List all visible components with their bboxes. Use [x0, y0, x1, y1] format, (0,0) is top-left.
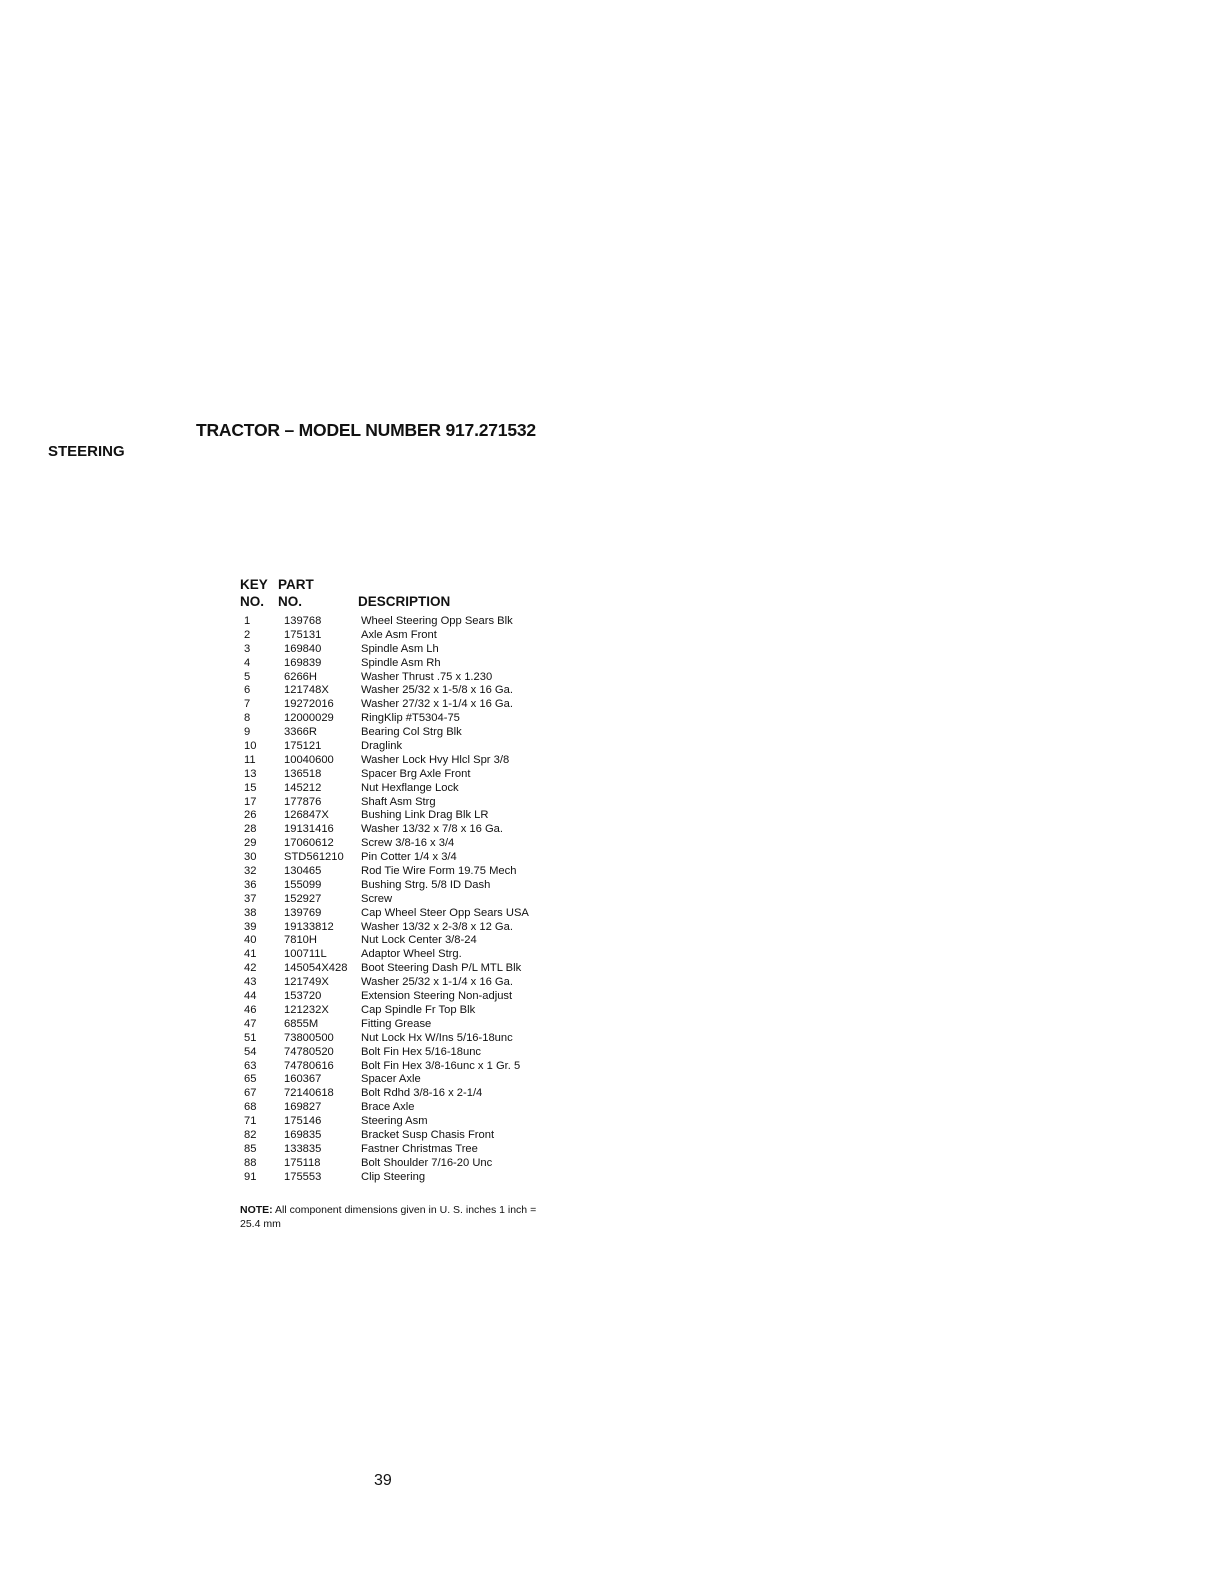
key-number-cell: 15 — [244, 781, 257, 794]
description-cell: Washer 13/32 x 2-3/8 x 12 Ga. — [361, 920, 513, 933]
parts-table-header — [240, 576, 570, 612]
part-number-cell: 100711L — [284, 948, 327, 961]
part-number-cell: 175121 — [284, 740, 322, 753]
table-row — [240, 712, 570, 726]
column-header-part-no: NO. — [278, 594, 303, 609]
description-cell: Nut Lock Hx W/Ins 5/16-18unc — [361, 1031, 513, 1044]
table-row — [240, 851, 570, 865]
key-number-cell: 65 — [244, 1073, 257, 1086]
table-row — [240, 865, 570, 879]
key-number-cell: 28 — [244, 823, 257, 836]
key-number-cell: 9 — [244, 726, 251, 739]
table-row — [240, 1115, 570, 1129]
key-number-cell: 46 — [244, 1003, 257, 1016]
part-number-cell: 19133812 — [284, 920, 334, 933]
key-number-cell: 32 — [244, 865, 257, 878]
table-row — [240, 976, 570, 990]
table-row — [240, 1087, 570, 1101]
key-number-cell: 44 — [244, 990, 257, 1003]
key-number-cell: 38 — [244, 906, 257, 919]
description-cell: Fitting Grease — [361, 1017, 432, 1030]
description-cell: Bearing Col Strg Blk — [361, 726, 462, 739]
key-number-cell: 47 — [244, 1017, 257, 1030]
part-number-cell: 145054X428 — [284, 962, 348, 975]
part-number-cell: STD561210 — [284, 851, 344, 864]
part-number-cell: 139768 — [284, 615, 322, 627]
part-number-cell: 155099 — [284, 878, 322, 891]
key-number-cell: 63 — [244, 1059, 257, 1072]
key-number-cell: 91 — [244, 1170, 257, 1183]
description-cell: Bolt Rdhd 3/8-16 x 2-1/4 — [361, 1087, 483, 1100]
description-cell: Bushing Link Drag Blk LR — [361, 809, 489, 822]
description-cell: Axle Asm Front — [361, 628, 437, 641]
key-number-cell: 13 — [244, 767, 257, 780]
description-cell: Boot Steering Dash P/L MTL Blk — [361, 962, 522, 975]
part-number-cell: 169827 — [284, 1101, 322, 1114]
description-cell: Spindle Asm Rh — [361, 656, 441, 669]
key-number-cell: 41 — [244, 948, 257, 961]
table-row — [240, 796, 570, 810]
table-row — [240, 1032, 570, 1046]
key-number-cell: 85 — [244, 1142, 257, 1155]
description-cell: Spacer Brg Axle Front — [361, 767, 471, 780]
key-number-cell: 71 — [244, 1115, 257, 1128]
table-row — [240, 1129, 570, 1143]
part-number-cell: 121232X — [284, 1003, 329, 1016]
part-number-cell: 145212 — [284, 781, 322, 794]
part-number-cell: 139769 — [284, 906, 322, 919]
dimension-note — [240, 1203, 540, 1231]
table-row — [240, 698, 570, 712]
section-heading: STEERING — [48, 443, 125, 460]
table-row — [240, 1171, 570, 1185]
key-number-cell: 7 — [244, 698, 251, 711]
description-cell: Screw 3/8-16 x 3/4 — [361, 837, 455, 850]
table-row — [240, 1101, 570, 1115]
key-number-cell: 3 — [244, 642, 251, 655]
page-title: TRACTOR – MODEL NUMBER 917.271532 — [196, 420, 536, 440]
table-row — [240, 879, 570, 893]
part-number-cell: 19272016 — [284, 698, 334, 711]
description-cell: Bracket Susp Chasis Front — [361, 1128, 495, 1141]
table-row — [240, 948, 570, 962]
description-cell: Spacer Axle — [361, 1073, 421, 1086]
part-number-cell: 169839 — [284, 656, 322, 669]
part-number-cell: 19131416 — [284, 823, 334, 836]
key-number-cell: 42 — [244, 962, 257, 975]
key-number-cell: 29 — [244, 837, 257, 850]
key-number-cell: 37 — [244, 892, 257, 905]
part-number-cell: 175146 — [284, 1115, 322, 1128]
table-row — [240, 643, 570, 657]
description-cell: RingKlip #T5304-75 — [361, 712, 460, 725]
key-number-cell: 4 — [244, 656, 251, 669]
part-number-cell: 160367 — [284, 1073, 322, 1086]
table-row — [240, 1143, 570, 1157]
description-cell: Rod Tie Wire Form 19.75 Mech — [361, 865, 517, 878]
key-number-cell: 36 — [244, 878, 257, 891]
key-number-cell: 54 — [244, 1045, 257, 1058]
description-cell: Bolt Fin Hex 3/8-16unc x 1 Gr. 5 — [361, 1059, 521, 1072]
page-number: 39 — [374, 1472, 392, 1489]
description-cell: Steering Asm — [361, 1115, 428, 1128]
description-cell: Washer 13/32 x 7/8 x 16 Ga. — [361, 823, 503, 836]
table-row — [240, 768, 570, 782]
description-cell: Cap Wheel Steer Opp Sears USA — [361, 906, 529, 919]
key-number-cell: 26 — [244, 809, 257, 822]
table-row — [240, 615, 570, 629]
description-cell: Bolt Shoulder 7/16-20 Unc — [361, 1156, 493, 1169]
note-text: All component dimensions given in U. S. inches 1 inch = 25.4 mm — [240, 1204, 537, 1230]
part-number-cell: 153720 — [284, 990, 322, 1003]
description-cell: Nut Lock Center 3/8-24 — [361, 934, 477, 947]
description-cell: Screw — [361, 892, 393, 905]
part-number-cell: 72140618 — [284, 1087, 334, 1100]
key-number-cell: 5 — [244, 670, 251, 683]
key-number-cell: 10 — [244, 740, 257, 753]
description-cell: Draglink — [361, 740, 403, 753]
table-row — [240, 1004, 570, 1018]
description-cell: Washer 25/32 x 1-1/4 x 16 Ga. — [361, 976, 513, 989]
key-number-cell: 11 — [244, 753, 256, 766]
description-cell: Washer Lock Hvy Hlcl Spr 3/8 — [361, 753, 510, 766]
part-number-cell: 169840 — [284, 642, 322, 655]
column-header-key: KEY — [240, 577, 268, 592]
key-number-cell: 6 — [244, 684, 251, 697]
description-cell: Bolt Fin Hex 5/16-18unc — [361, 1045, 482, 1058]
part-number-cell: 74780616 — [284, 1059, 334, 1072]
table-row — [240, 934, 570, 948]
key-number-cell: 40 — [244, 934, 257, 947]
column-header-part: PART — [278, 577, 314, 592]
part-number-cell: 6855M — [284, 1017, 319, 1030]
part-number-cell: 177876 — [284, 795, 322, 808]
part-number-cell: 121748X — [284, 684, 329, 697]
key-number-cell: 67 — [244, 1087, 257, 1100]
part-number-cell: 169835 — [284, 1128, 322, 1141]
key-number-cell: 43 — [244, 976, 257, 989]
part-number-cell: 175553 — [284, 1170, 322, 1183]
table-row — [240, 837, 570, 851]
part-number-cell: 126847X — [284, 809, 329, 822]
part-number-cell: 121749X — [284, 976, 329, 989]
table-row — [240, 893, 570, 907]
parts-table — [240, 576, 570, 1185]
part-number-cell: 7810H — [284, 934, 317, 947]
description-cell: Bushing Strg. 5/8 ID Dash — [361, 878, 491, 891]
part-number-cell: 73800500 — [284, 1031, 334, 1044]
part-number-cell: 130465 — [284, 865, 322, 878]
part-number-cell: 133835 — [284, 1142, 322, 1155]
description-cell: Washer 25/32 x 1-5/8 x 16 Ga. — [361, 684, 513, 697]
table-row — [240, 754, 570, 768]
key-number-cell: 82 — [244, 1128, 257, 1141]
description-cell: Shaft Asm Strg — [361, 795, 436, 808]
description-cell: Cap Spindle Fr Top Blk — [361, 1003, 476, 1016]
description-cell: Washer 27/32 x 1-1/4 x 16 Ga. — [361, 698, 513, 711]
description-cell: Adaptor Wheel Strg. — [361, 948, 462, 961]
description-cell: Extension Steering Non-adjust — [361, 990, 513, 1003]
table-row — [240, 726, 570, 740]
table-row — [240, 740, 570, 754]
table-row — [240, 1046, 570, 1060]
table-row — [240, 1073, 570, 1087]
key-number-cell: 88 — [244, 1156, 257, 1169]
table-row — [240, 657, 570, 671]
part-number-cell: 3366R — [284, 726, 317, 739]
part-number-cell: 10040600 — [284, 753, 334, 766]
part-number-cell: 152927 — [284, 892, 322, 905]
part-number-cell: 17060612 — [284, 837, 334, 850]
part-number-cell: 12000029 — [284, 712, 334, 725]
description-cell: Clip Steering — [361, 1170, 426, 1183]
description-cell: Fastner Christmas Tree — [361, 1142, 478, 1155]
table-row — [240, 671, 570, 685]
table-row — [240, 823, 570, 837]
key-number-cell: 30 — [244, 851, 257, 864]
column-header-description: DESCRIPTION — [358, 594, 451, 609]
note-label: NOTE: — [240, 1204, 273, 1216]
parts-table-body — [240, 615, 570, 1185]
description-cell: Spindle Asm Lh — [361, 642, 439, 655]
part-number-cell: 74780520 — [284, 1045, 334, 1058]
description-cell: Brace Axle — [361, 1101, 415, 1114]
table-row — [240, 1060, 570, 1074]
description-cell: Wheel Steering Opp Sears Blk — [361, 615, 513, 627]
key-number-cell: 68 — [244, 1101, 257, 1114]
key-number-cell: 2 — [244, 628, 251, 641]
key-number-cell: 8 — [244, 712, 251, 725]
table-row — [240, 1018, 570, 1032]
part-number-cell: 175118 — [284, 1156, 321, 1169]
key-number-cell: 51 — [244, 1031, 257, 1044]
table-row — [240, 1157, 570, 1171]
description-cell: Nut Hexflange Lock — [361, 781, 459, 794]
table-row — [240, 809, 570, 823]
table-row — [240, 782, 570, 796]
column-header-key-no: NO. — [240, 594, 265, 609]
table-row — [240, 990, 570, 1004]
description-cell: Pin Cotter 1/4 x 3/4 — [361, 851, 457, 864]
part-number-cell: 6266H — [284, 670, 317, 683]
table-row — [240, 907, 570, 921]
description-cell: Washer Thrust .75 x 1.230 — [361, 670, 493, 683]
key-number-cell: 1 — [244, 615, 251, 627]
table-row — [240, 962, 570, 976]
table-row — [240, 684, 570, 698]
table-row — [240, 629, 570, 643]
key-number-cell: 39 — [244, 920, 257, 933]
table-row — [240, 921, 570, 935]
part-number-cell: 175131 — [284, 628, 322, 641]
part-number-cell: 136518 — [284, 767, 322, 780]
key-number-cell: 17 — [244, 795, 257, 808]
